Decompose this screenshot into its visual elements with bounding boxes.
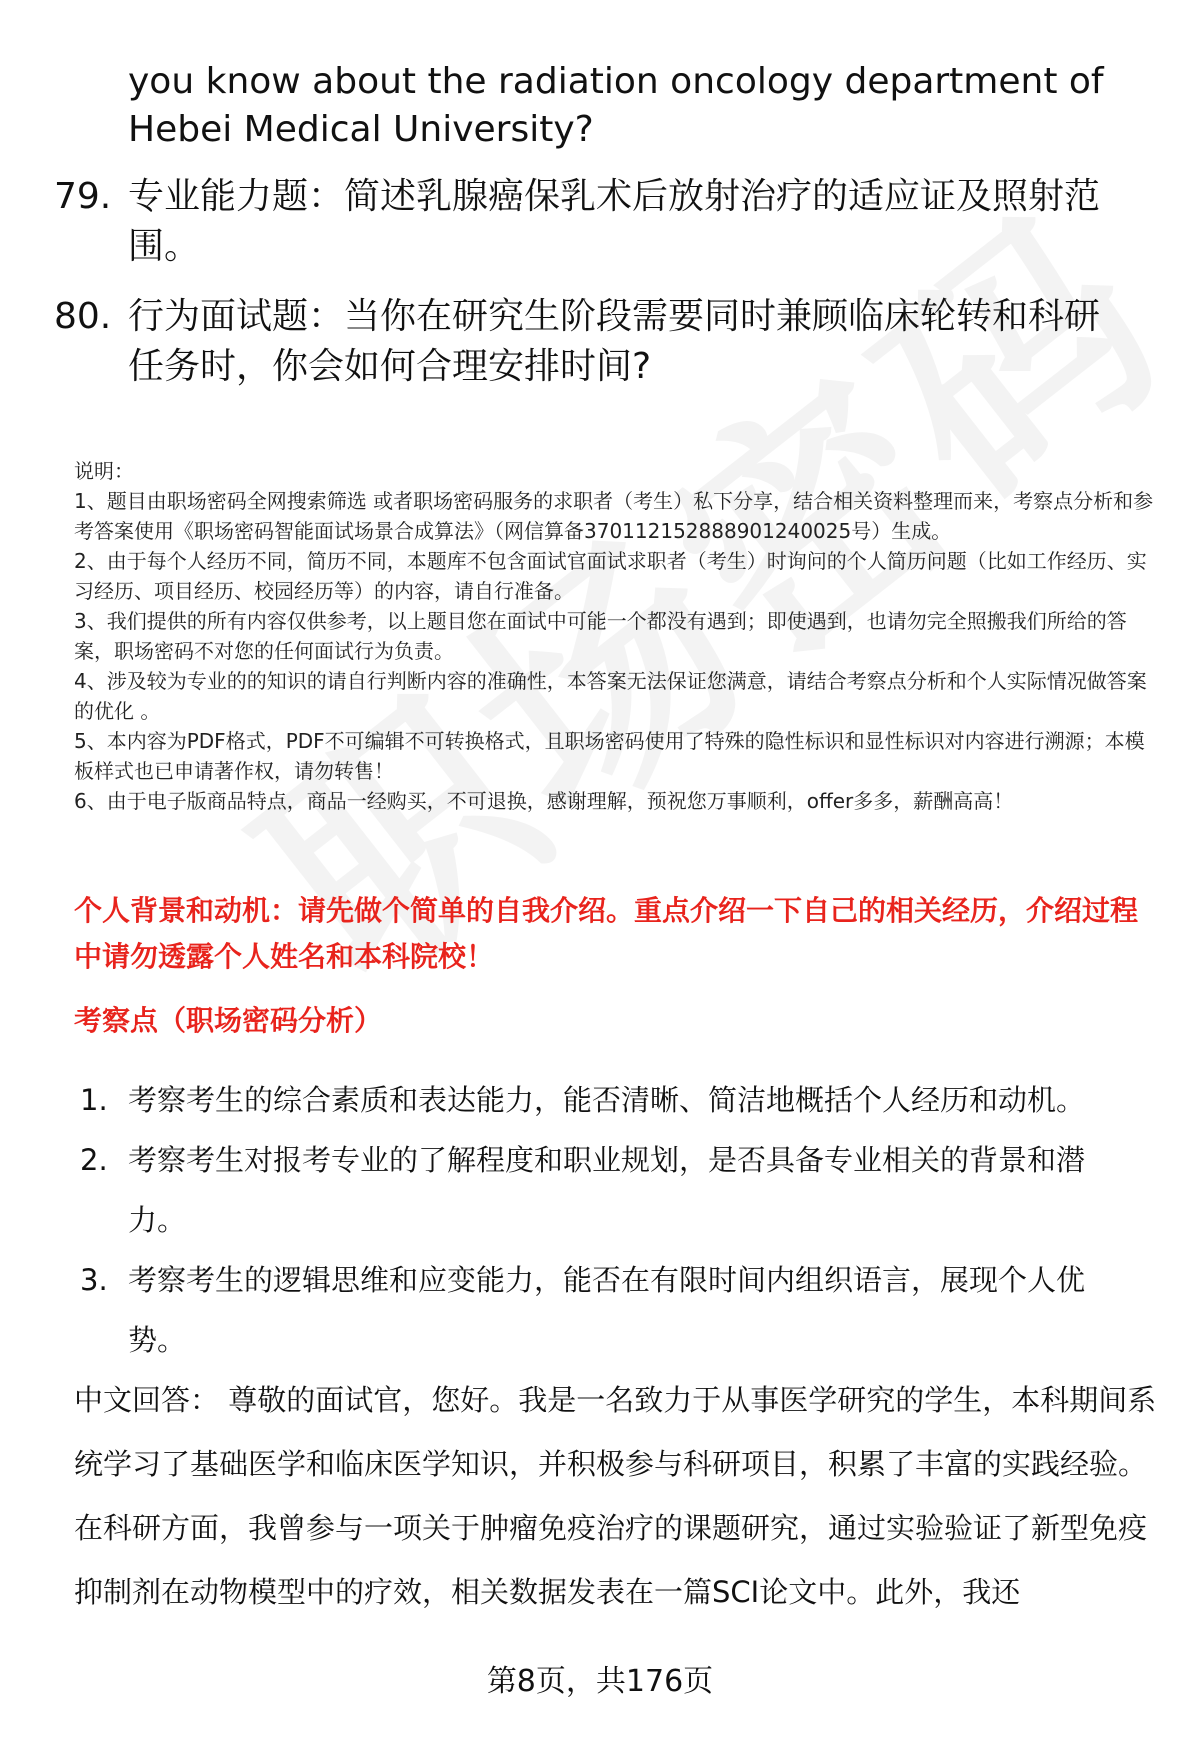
notes-heading: 说明：	[74, 459, 134, 483]
list-item	[80, 1070, 1130, 1130]
section-title: 个人背景和动机：请先做个简单的自我介绍。重点介绍一下自己的相关经历，介绍过程中请勿透露个人姓名和本科院校！	[74, 894, 1139, 973]
list-item-number: 1.	[80, 1083, 108, 1117]
question-text: 行为面试题：当你在研究生阶段需要同时兼顾临床轮转和科研任务时，你会如何合理安排时间?	[128, 296, 1101, 387]
list-item-text: 考察考生的综合素质和表达能力，能否清晰、简洁地概括个人经历和动机。	[128, 1083, 1086, 1117]
note-item: 6、由于电子版商品特点，商品一经购买，不可退换，感谢理解，预祝您万事顺利，offer多多，薪酬高高！	[74, 789, 1014, 813]
note-item: 2、由于每个人经历不同，简历不同，本题库不包含面试官面试求职者（考生）时询问的个人简历问题（比如工作经历、实习经历、项目经历、校园经历等）的内容，请自行准备。	[74, 549, 1147, 603]
list-item-number: 2.	[80, 1143, 108, 1177]
analysis-title: 考察点（职场密码分析）	[74, 1004, 383, 1037]
question-number: 80.	[54, 296, 112, 337]
question-text: 专业能力题：简述乳腺癌保乳术后放射治疗的适应证及照射范围。	[128, 176, 1101, 267]
analysis-points	[80, 1070, 1130, 1370]
list-item	[80, 1250, 1130, 1370]
chinese-answer: 中文回答： 尊敬的面试官，您好。我是一名致力于从事医学研究的学生，本科期间系统学习了基础医学和临床医学知识，并积极参与科研项目，积累了丰富的实践经验。在科研方面，我曾参与一项关于肿瘤免疫治疗的课题研究，通过实验验证了新型免疫抑制剂在动物模型中的疗效，相关数据发表在一篇SCI论文中。此外，我还	[74, 1383, 1157, 1609]
question-continuation: you know about the radiation oncology department of Hebei Medical University?	[128, 61, 1104, 150]
list-item-text: 考察考生的逻辑思维和应变能力，能否在有限时间内组织语言，展现个人优势。	[128, 1263, 1086, 1357]
list-item-number: 3.	[80, 1263, 108, 1297]
note-item: 4、涉及较为专业的的知识的请自行判断内容的准确性，本答案无法保证您满意，请结合考察点分析和个人实际情况做答案的优化 。	[74, 669, 1147, 723]
list-item	[80, 1130, 1130, 1250]
list-item-text: 考察考生对报考专业的了解程度和职业规划，是否具备专业相关的背景和潜力。	[128, 1143, 1086, 1237]
note-item: 5、本内容为PDF格式，PDF不可编辑不可转换格式，且职场密码使用了特殊的隐性标识和显性标识对内容进行溯源；本模板样式也已申请著作权，请勿转售！	[74, 729, 1145, 783]
note-item: 1、题目由职场密码全网搜索筛选 或者职场密码服务的求职者（考生）私下分享，结合相关资料整理而来，考察点分析和参考答案使用《职场密码智能面试场景合成算法》（网信算备370112152888901240025号）生成。	[74, 489, 1154, 543]
question-number: 79.	[54, 176, 112, 217]
page-footer: 第8页，共176页	[486, 1664, 714, 1699]
notes-block	[74, 456, 1154, 816]
note-item: 3、我们提供的所有内容仅供参考，以上题目您在面试中可能一个都没有遇到；即使遇到，也请勿完全照搬我们所给的答案，职场密码不对您的任何面试行为负责。	[74, 609, 1127, 663]
